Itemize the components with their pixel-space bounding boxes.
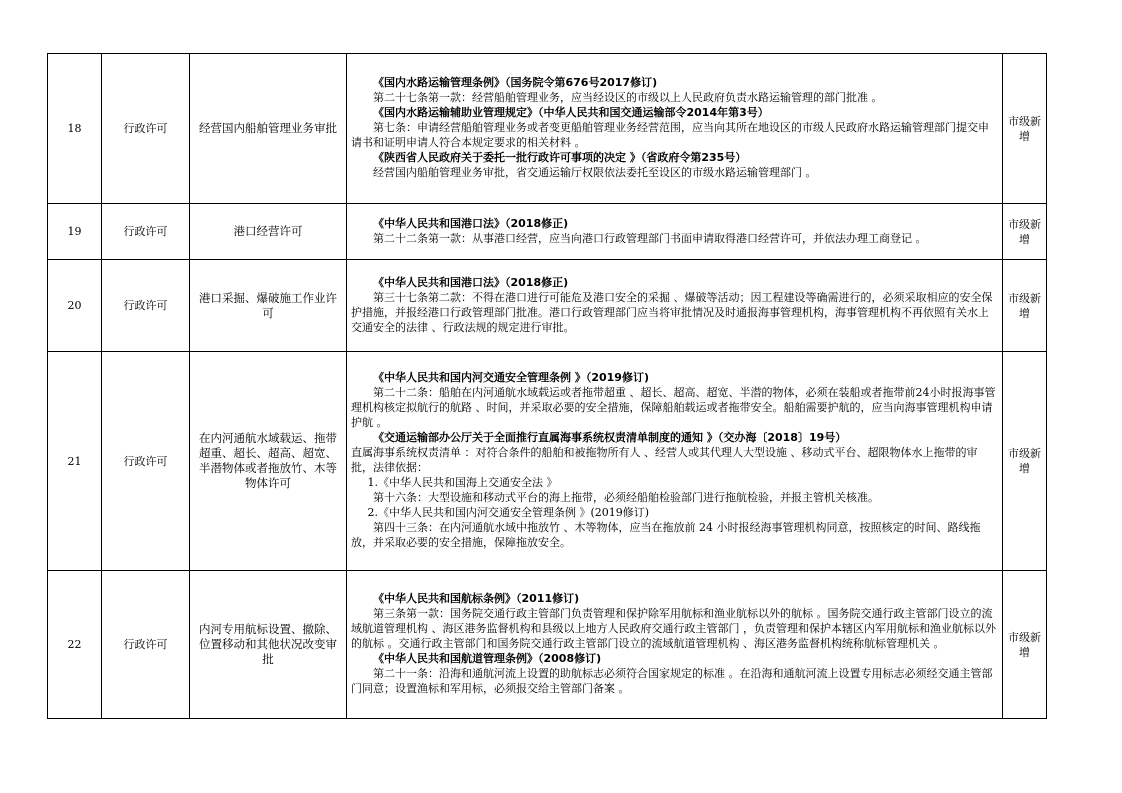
law-title: 《中华人民共和国航道管理条例》（2008修订): [373, 652, 602, 665]
legal-basis: [347, 204, 1003, 260]
remark: 市级新增: [1003, 204, 1047, 260]
law-title: 《国内水路运输管理条例》（国务院令第676号2017修订): [373, 76, 658, 89]
permit-name: 港口经营许可: [190, 204, 347, 260]
permits-table: [47, 53, 1047, 719]
law-clause: 第三条第一款：国务院交通行政主管部门负责管理和保护除军用航标和渔业航标以外的航标 。国务院交通行政主管部门设立的流域航道管理机构 、海区港务监督机构和县级以上地方人民政府交通行政主管部门 ，负责管理和保护本辖区内军用航标和渔业航标以外的航标 。交通行政主管部门和国务院交通行政主管部门设立的流域航道管理机构 、海区港务监督机构统称航标管理机关 。: [351, 607, 996, 650]
table-row: [48, 260, 1047, 352]
law-title: 《中华人民共和国内河交通安全管理条例 》（2019修订): [373, 371, 649, 384]
law-clause: 第七条：申请经营船舶管理业务或者变更船舶管理业务经营范围，应当向其所在地设区的市级人民政府水路运输管理部门提交申请书和证明申请人符合本规定要求的相关材料 。: [351, 121, 989, 149]
permit-name: 港口采掘、爆破施工作业许可: [190, 260, 347, 352]
legal-basis: [347, 352, 1003, 571]
law-clause: 第二十二条第一款：从事港口经营，应当向港口行政管理部门书面申请取得港口经营许可，并依法办理工商登记 。: [373, 231, 927, 245]
permit-type: 行政许可: [102, 54, 190, 204]
row-number: 21: [48, 352, 102, 571]
table-row: [48, 204, 1047, 260]
row-number: 19: [48, 204, 102, 260]
legal-basis: [347, 54, 1003, 204]
permit-name: 内河专用航标设置、撤除、位置移动和其他状况改变审批: [190, 571, 347, 719]
law-clause: 经营国内船舶管理业务审批，省交通运输厅权限依法委托至设区的市级水路运输管理部门 。: [373, 166, 817, 179]
row-number: 18: [48, 54, 102, 204]
law-clause: 2.《中华人民共和国内河交通安全管理条例 》(2019修订): [367, 506, 650, 519]
law-title: 《中华人民共和国港口法》（2018修正): [373, 275, 569, 289]
law-clause: 第二十七条第一款：经营船舶管理业务，应当经设区的市级以上人民政府负责水路运输管理的部门批准 。: [373, 91, 883, 104]
table-row: [48, 54, 1047, 204]
permit-type: 行政许可: [102, 260, 190, 352]
law-clause: 1.《中华人民共和国海上交通安全法 》: [367, 476, 558, 489]
permit-name: 经营国内船舶管理业务审批: [190, 54, 347, 204]
permit-type: 行政许可: [102, 571, 190, 719]
law-clause: 第三十七条第二款：不得在港口进行可能危及港口安全的采掘 、爆破等活动；因工程建设等确需进行的，必须采取相应的安全保护措施，并报经港口行政管理部门批准。港口行政管理部门应当将审批情况及时通报海事管理机构，海事管理机构不再依照有关水上交通安全的法律 、行政法规的规定进行审批。: [351, 290, 993, 334]
law-clause: 第四十三条：在内河通航水域中拖放竹 、木等物体，应当在拖放前 24 小时报经海事管理机构同意，按照核定的时间、路线拖放，并采取必要的安全措施，保障拖放安全。: [351, 521, 981, 549]
remark: 市级新增: [1003, 352, 1047, 571]
remark: 市级新增: [1003, 260, 1047, 352]
law-title: 《中华人民共和国航标条例》（2011修订): [373, 592, 580, 605]
legal-basis: [347, 571, 1003, 719]
row-number: 22: [48, 571, 102, 719]
remark: 市级新增: [1003, 571, 1047, 719]
permit-name: 在内河通航水域载运、拖带超重、超长、超高、超宽、半潜物体或者拖放竹、木等物体许可: [190, 352, 347, 571]
law-clause: 第二十二条：船舶在内河通航水域载运或者拖带超重 、超长、超高、超宽、半潜的物体，必须在装船或者拖带前24小时报海事管理机构核定拟航行的航路 、时间，并采取必要的安全措施，保障船舶载运或者拖带安全。船舶需要护航的，应当向海事管理机构申请护航 。: [351, 386, 996, 429]
law-clause: 第十六条：大型设施和移动式平台的海上拖带，必须经船舶检验部门进行拖航检验，并报主管机关核准。: [373, 491, 879, 504]
law-title: 《交通运输部办公厅关于全面推行直属海事系统权责清单制度的通知 》（交办海〔2018〕19号）: [373, 431, 847, 444]
law-title: 《中华人民共和国港口法》（2018修正): [373, 216, 569, 230]
remark: 市级新增: [1003, 54, 1047, 204]
permit-type: 行政许可: [102, 352, 190, 571]
permit-type: 行政许可: [102, 204, 190, 260]
row-number: 20: [48, 260, 102, 352]
table-row: [48, 571, 1047, 719]
law-clause: 直属海事系统权责清单 ：对符合条件的船舶和被拖物所有人 、经营人或其代理人大型设施 、移动式平台、超限物体水上拖带的审批，法律依据：: [351, 446, 978, 474]
law-title: 《陕西省人民政府关于委托一批行政许可事项的决定 》（省政府令第235号）: [373, 151, 747, 164]
law-clause: 第二十一条：沿海和通航河流上设置的助航标志必须符合国家规定的标准 。在沿海和通航河流上设置专用标志必须经交通主管部门同意；设置渔标和军用标，必须报交给主管部门备案 。: [351, 667, 993, 695]
table-row: [48, 352, 1047, 571]
legal-basis: [347, 260, 1003, 352]
law-title: 《国内水路运输辅助业管理规定》（中华人民共和国交通运输部令2014年第3号）: [373, 106, 769, 119]
